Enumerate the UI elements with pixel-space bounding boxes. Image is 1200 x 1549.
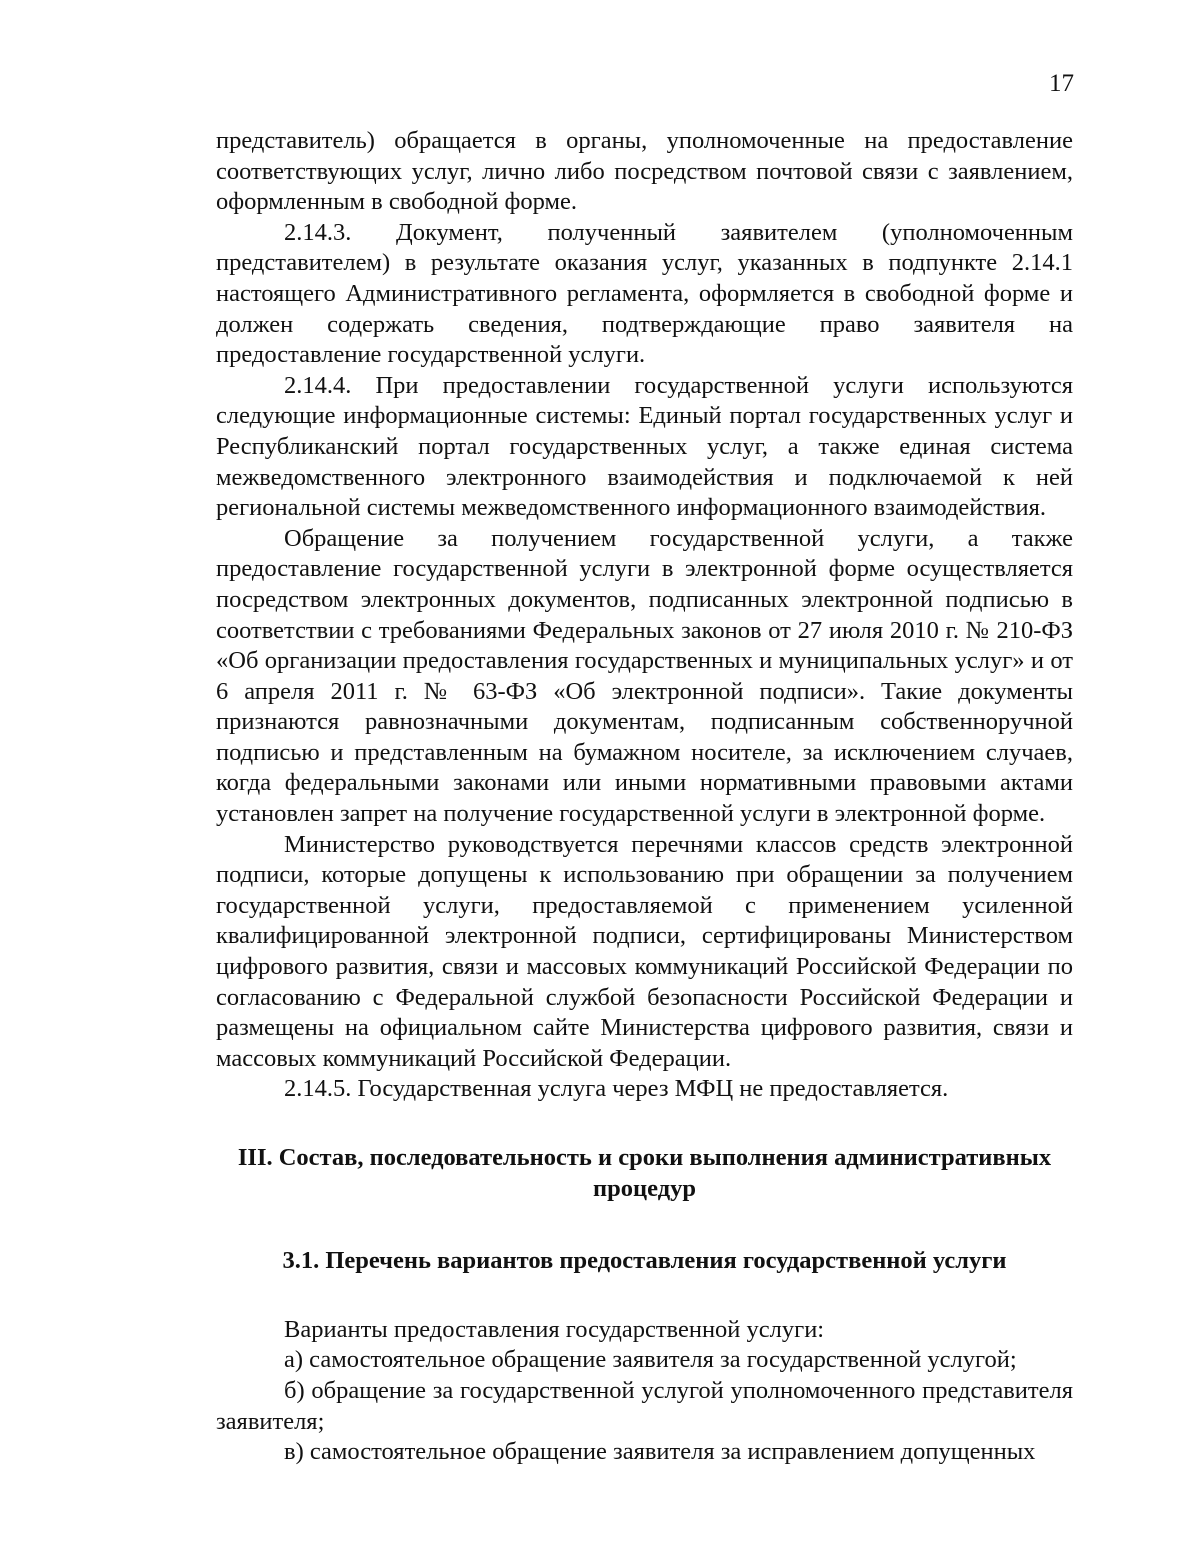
paragraph-continuation: представитель) обращается в органы, уполномоченные на предоставление соответствующих услуг, лично либо посредством почтовой связи с заявлением, оформленным в свободной форме. [216,127,1073,216]
paragraph-2-14-4: 2.14.4. При предоставлении государственной услуги используются следующие информационные системы: Единый портал государственных услуг и Республиканский портал государственных услуг, а также единая система межведомственного электронного взаимодействия и подключаемой к ней региональной системы межведомственного информационного взаимодействия. [216,371,1073,522]
page-number: 17 [1049,70,1074,97]
variant-item: в) самостоятельное обращение заявителя за исправлением допущенных [284,1438,1036,1466]
document-body [216,126,1073,1468]
subsection-heading: 3.1. Перечень вариантов предоставления государственной услуги [282,1247,1007,1275]
paragraph-ministry: Министерство руководствуется перечнями классов средств электронной подписи, которые допущены к использованию при обращении за получением государственной услуги, предоставляемой с применением усиленной квалифицированной электронной подписи, сертифицированы Министерством цифрового развития, связи и массовых коммуникаций Российской Федерации по согласованию с Федеральной службой безопасности Российской Федерации и размещены на официальном сайте Министерства цифрового развития, связи и массовых коммуникаций Российской Федерации. [216,830,1073,1072]
variant-item: б) обращение за государственной услугой уполномоченного представителя заявителя; [216,1376,1073,1435]
section-heading: III. Состав, последовательность и сроки выполнения административных процедур [237,1144,1052,1202]
variant-item: а) самостоятельное обращение заявителя за государственной услугой; [284,1346,1017,1374]
variants-intro: Варианты предоставления государственной услуги: [284,1315,825,1343]
paragraph-2-14-5: 2.14.5. Государственная услуга через МФЦ не предоставляется. [284,1075,949,1103]
paragraph-2-14-3: 2.14.3. Документ, полученный заявителем (уполномоченным представителем) в результате оказания услуг, указанных в подпункте 2.14.1 настоящего Административного регламента, оформляется в свободной форме и должен содержать сведения, подтверждающие право заявителя на предоставление государственной услуги. [216,218,1073,369]
paragraph-electronic-form: Обращение за получением государственной услуги, а также предоставление государственной услуги в электронной форме осуществляется посредством электронных документов, подписанных электронной подписью в соответствии с требованиями Федеральных законов от 27 июля 2010 г. № 210-ФЗ «Об организации предоставления государственных и муниципальных услуг» и от 6 апреля 2011 г. № 63-ФЗ «Об электронной подписи». Такие документы признаются равнозначными документам, подписанным собственноручной подписью и представленным на бумажном носителе, за исключением случаев, когда федеральными законами или иными нормативными правовыми актами установлен запрет на получение государственной услуги в электронной форме. [216,524,1073,828]
